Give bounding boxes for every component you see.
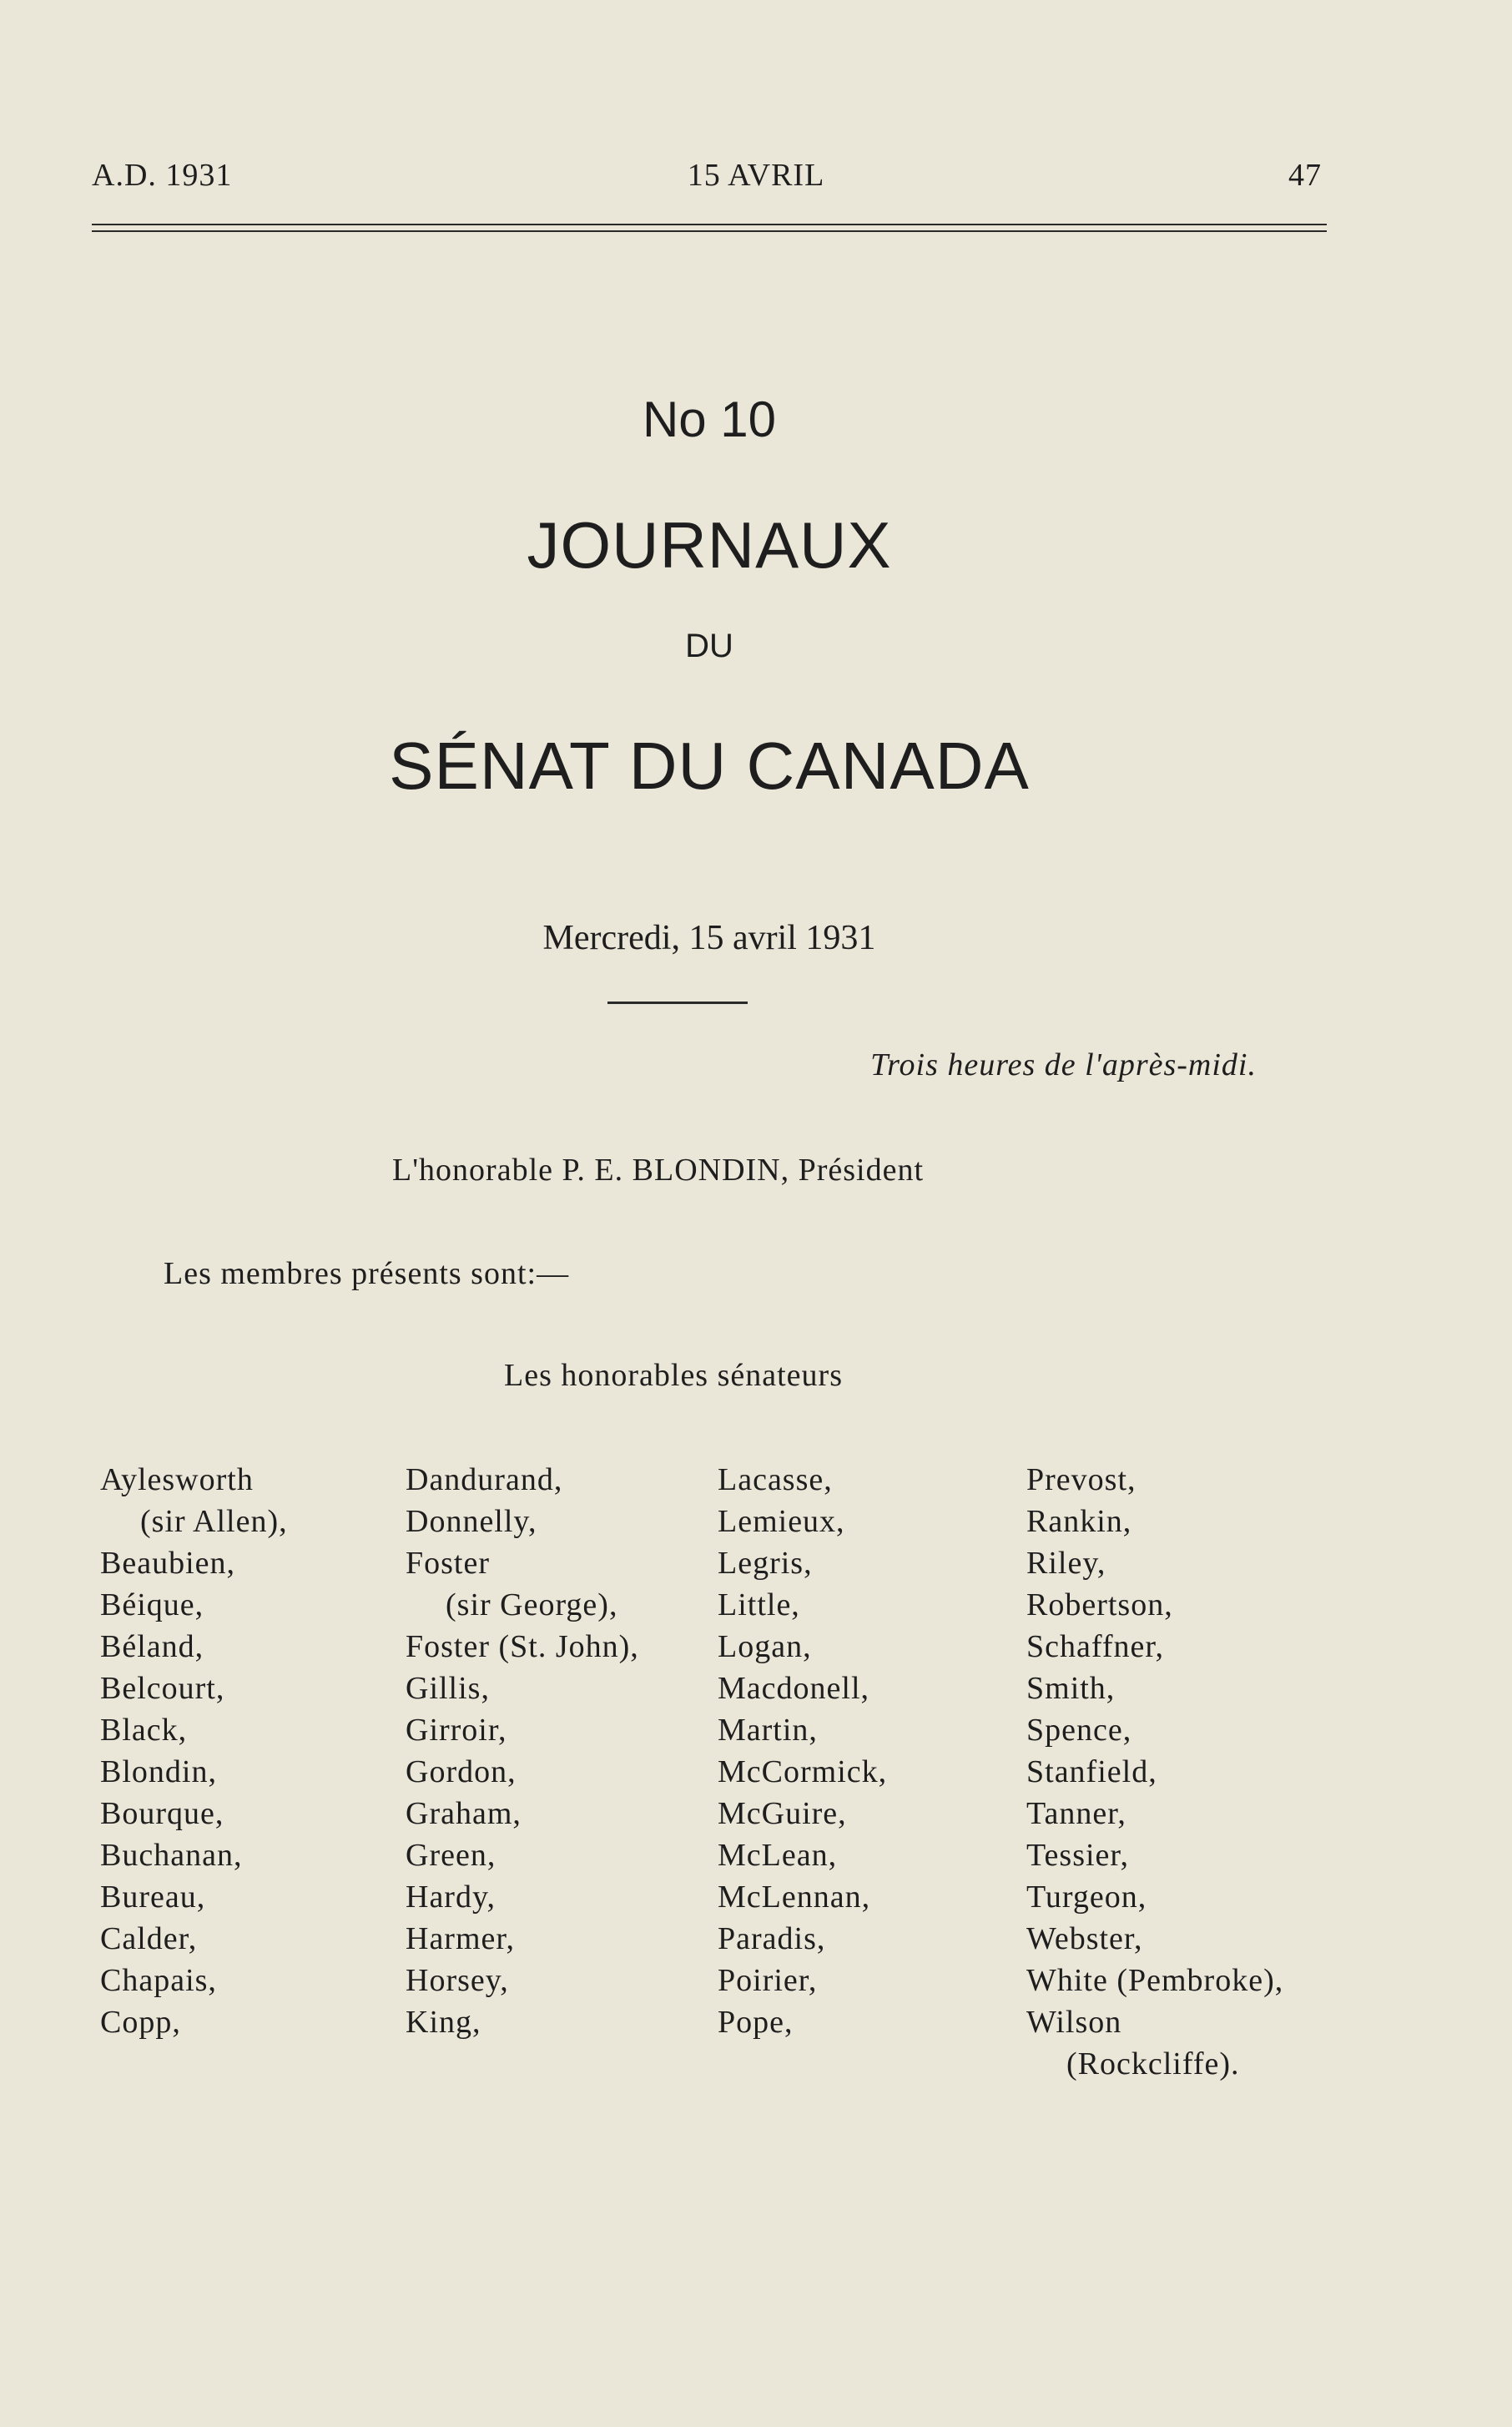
- senator-name: Graham,: [406, 1796, 522, 1831]
- senator-name: Foster (St. John),: [406, 1629, 639, 1664]
- senator-name: Webster,: [1026, 1921, 1143, 1956]
- senator-name: Spence,: [1026, 1713, 1132, 1748]
- senator-name: (Rockcliffe).: [1066, 2046, 1240, 2081]
- header-rule: [92, 224, 1327, 232]
- senator-name: Aylesworth: [100, 1462, 254, 1497]
- senator-name: Horsey,: [406, 1963, 509, 1998]
- senators-column-3: [718, 1459, 887, 2043]
- senator-name: Robertson,: [1026, 1587, 1173, 1622]
- senator-name: McLean,: [718, 1838, 838, 1873]
- senator-name: Copp,: [100, 2005, 181, 2040]
- senator-name: Béique,: [100, 1587, 204, 1622]
- senator-name: Turgeon,: [1026, 1880, 1147, 1915]
- senator-name: Calder,: [100, 1921, 198, 1956]
- senator-name: Riley,: [1026, 1546, 1106, 1581]
- senators-column-2: [406, 1459, 639, 2043]
- senator-name: McCormick,: [718, 1754, 888, 1789]
- title-senat: SÉNAT DU CANADA: [389, 729, 1030, 803]
- senator-name: Girroir,: [406, 1713, 507, 1748]
- senator-name: Logan,: [718, 1629, 812, 1664]
- senator-name: Prevost,: [1026, 1462, 1137, 1497]
- senators-column-4: [1026, 1459, 1283, 2085]
- members-intro: Les membres présents sont:—: [164, 1256, 570, 1291]
- issue-number: No 10: [642, 391, 777, 447]
- senator-name: McLennan,: [718, 1880, 871, 1915]
- header-year: A.D. 1931: [92, 158, 233, 193]
- senator-name: King,: [406, 2005, 481, 2040]
- title-du: DU: [685, 628, 733, 664]
- senator-name: Lacasse,: [718, 1462, 833, 1497]
- senator-name: Schaffner,: [1026, 1629, 1164, 1664]
- senator-name: Bourque,: [100, 1796, 224, 1831]
- senator-name: Tessier,: [1026, 1838, 1130, 1873]
- senator-name: (sir Allen),: [140, 1504, 288, 1539]
- page-number: 47: [1288, 158, 1322, 193]
- sitting-time: Trois heures de l'après-midi.: [870, 1047, 1257, 1082]
- senator-name: Poirier,: [718, 1963, 818, 1998]
- senator-name: Gillis,: [406, 1671, 490, 1706]
- senator-name: Stanfield,: [1026, 1754, 1157, 1789]
- senator-name: Paradis,: [718, 1921, 826, 1956]
- senator-name: Chapais,: [100, 1963, 217, 1998]
- senator-name: Black,: [100, 1713, 188, 1748]
- senator-name: White (Pembroke),: [1026, 1963, 1284, 1998]
- senators-heading: Les honorables sénateurs: [504, 1358, 843, 1393]
- date-rule: [607, 1002, 748, 1004]
- senator-name: Bureau,: [100, 1880, 206, 1915]
- senator-name: (sir George),: [446, 1587, 618, 1622]
- title-journaux: JOURNAUX: [527, 508, 892, 582]
- senator-name: Donnelly,: [406, 1504, 537, 1539]
- senator-name: Dandurand,: [406, 1462, 563, 1497]
- senator-name: Blondin,: [100, 1754, 217, 1789]
- senator-name: Gordon,: [406, 1754, 517, 1789]
- senator-name: Foster: [406, 1546, 490, 1581]
- senator-name: Lemieux,: [718, 1504, 845, 1539]
- senator-name: Green,: [406, 1838, 496, 1873]
- senator-name: Macdonell,: [718, 1671, 870, 1706]
- senator-name: Martin,: [718, 1713, 818, 1748]
- senator-name: Hardy,: [406, 1880, 496, 1915]
- senators-column-1: [100, 1459, 288, 2043]
- senator-name: Buchanan,: [100, 1838, 243, 1873]
- senator-name: Harmer,: [406, 1921, 516, 1956]
- senator-name: Tanner,: [1026, 1796, 1126, 1831]
- senator-name: McGuire,: [718, 1796, 847, 1831]
- senator-name: Belcourt,: [100, 1671, 225, 1706]
- senator-name: Wilson: [1026, 2005, 1122, 2040]
- header-date: 15 AVRIL: [687, 158, 825, 193]
- sitting-date: Mercredi, 15 avril 1931: [542, 919, 876, 957]
- president-line: L'honorable P. E. BLONDIN, Président: [392, 1153, 925, 1188]
- senator-name: Smith,: [1026, 1671, 1116, 1706]
- senator-name: Beaubien,: [100, 1546, 236, 1581]
- senator-name: Little,: [718, 1587, 800, 1622]
- senator-name: Legris,: [718, 1546, 813, 1581]
- senator-name: Pope,: [718, 2005, 794, 2040]
- senator-name: Rankin,: [1026, 1504, 1132, 1539]
- senator-name: Béland,: [100, 1629, 204, 1664]
